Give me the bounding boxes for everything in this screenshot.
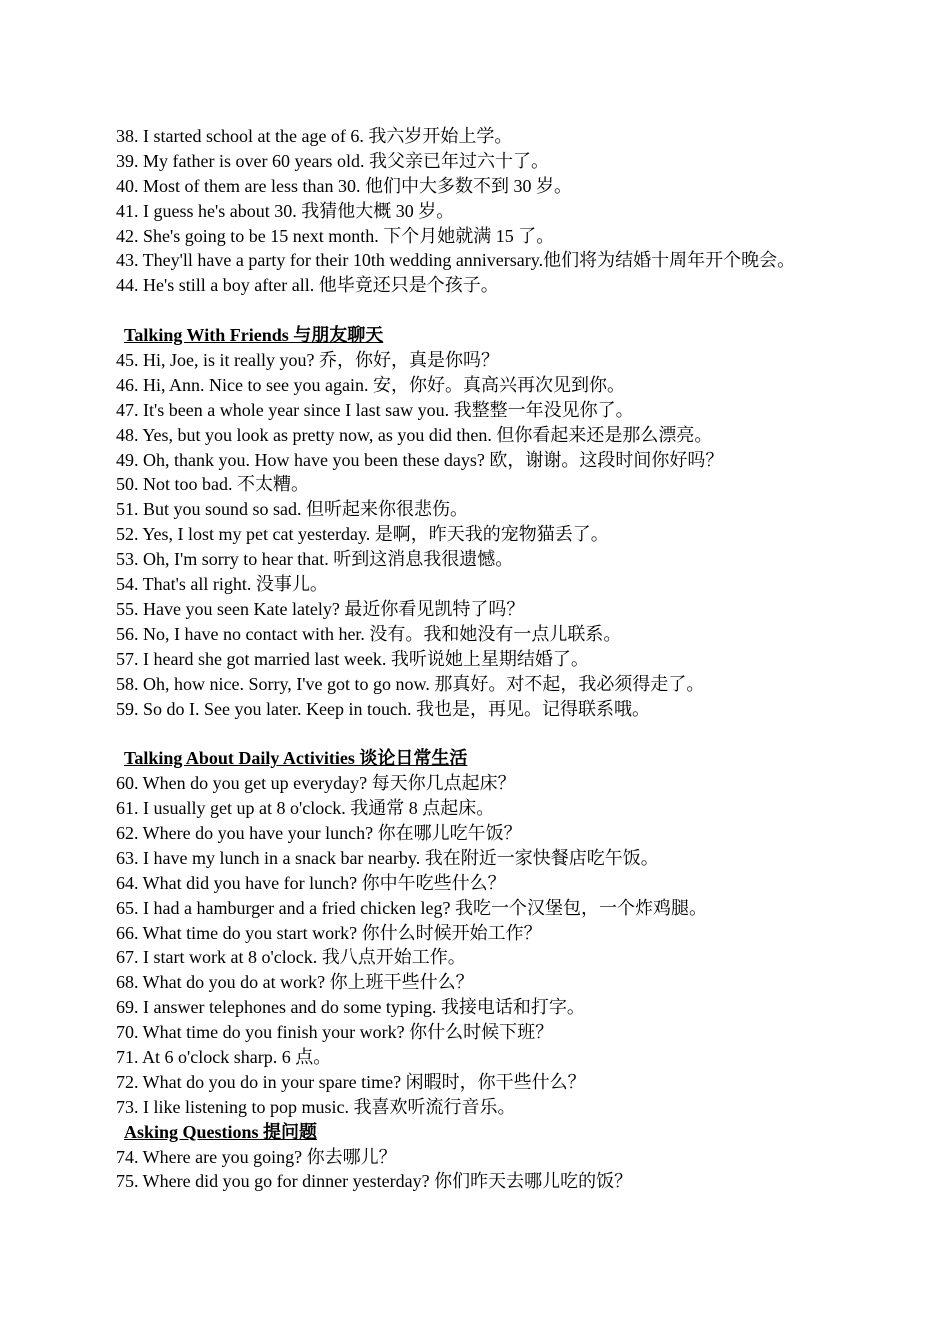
sentence-42: 42. She's going to be 15 next month. 下个月她就满 15 了。	[116, 225, 555, 246]
sentence-58: 58. Oh, how nice. Sorry, I've got to go now. 那真好。对不起，我必须得走了。	[116, 673, 705, 694]
sentence-49: 49. Oh, thank you. How have you been these days? 欧，谢谢。这段时间你好吗？	[116, 449, 724, 470]
sentence-61: 61. I usually get up at 8 o'clock. 我通常 8 点起床。	[116, 798, 495, 819]
sentence-70: 70. What time do you finish your work? 你什么时候下班？	[116, 1022, 554, 1043]
sentence-39: 39. My father is over 60 years old. 我父亲已年过六十了。	[116, 150, 549, 171]
section-heading-daily: Talking About Daily Activities 谈论日常生活	[124, 748, 468, 769]
sentence-63: 63. I have my lunch in a snack bar nearby. 我在附近一家快餐店吃午饭。	[116, 847, 659, 868]
sentence-59: 59. So do I. See you later. Keep in touch. 我也是，再见。记得联系哦。	[116, 698, 650, 719]
sentence-69: 69. I answer telephones and do some typing. 我接电话和打字。	[116, 997, 585, 1018]
sentence-74: 74. Where are you going? 你去哪儿？	[116, 1146, 397, 1167]
sentence-45: 45. Hi, Joe, is it really you? 乔，你好，真是你吗？	[116, 350, 499, 371]
sentence-71: 71. At 6 o'clock sharp. 6 点。	[116, 1046, 332, 1067]
sentence-55: 55. Have you seen Kate lately? 最近你看见凯特了吗？	[116, 598, 525, 619]
sentence-65: 65. I had a hamburger and a fried chicken leg? 我吃一个汉堡包，一个炸鸡腿。	[116, 897, 708, 918]
sentence-51: 51. But you sound so sad. 但听起来你很悲伤。	[116, 499, 469, 520]
sentence-40: 40. Most of them are less than 30. 他们中大多数不到 30 岁。	[116, 175, 572, 196]
section-heading-questions: Asking Questions 提问题	[124, 1121, 318, 1142]
sentence-53: 53. Oh, I'm sorry to hear that. 听到这消息我很遗憾。	[116, 549, 514, 570]
sentence-75: 75. Where did you go for dinner yesterday? 你们昨天去哪儿吃的饭？	[116, 1171, 633, 1192]
sentence-62: 62. Where do you have your lunch? 你在哪儿吃午饭？	[116, 822, 522, 843]
sentence-38: 38. I started school at the age of 6. 我六岁开始上学。	[116, 126, 513, 146]
sentence-68: 68. What do you do at work? 你上班干些什么？	[116, 972, 474, 993]
sentence-44: 44. He's still a boy after all. 他毕竟还只是个孩子。	[116, 275, 499, 296]
blank-line	[116, 721, 816, 746]
sentence-60: 60. When do you get up everyday? 每天你几点起床？	[116, 773, 516, 794]
sentence-47: 47. It's been a whole year since I last saw you. 我整整一年没见你了。	[116, 399, 634, 420]
sentence-72: 72. What do you do in your spare time? 闲暇时，你干些什么？	[116, 1071, 586, 1092]
sentence-52: 52. Yes, I lost my pet cat yesterday. 是啊，昨天我的宠物猫丢了。	[116, 524, 609, 545]
sentence-73: 73. I like listening to pop music. 我喜欢听流行音乐。	[116, 1096, 516, 1117]
blank-line	[116, 298, 816, 323]
sentence-41: 41. I guess he's about 30. 我猜他大概 30 岁。	[116, 200, 455, 221]
sentence-54: 54. That's all right. 没事儿。	[116, 574, 328, 595]
sentence-50: 50. Not too bad. 不太糟。	[116, 474, 309, 495]
sentence-56: 56. No, I have no contact with her. 没有。我和她没有一点儿联系。	[116, 623, 622, 644]
section-heading-friends: Talking With Friends 与朋友聊天	[124, 325, 384, 346]
document-body	[116, 124, 816, 1194]
sentence-46: 46. Hi, Ann. Nice to see you again. 安，你好。真高兴再次见到你。	[116, 374, 625, 395]
sentence-67: 67. I start work at 8 o'clock. 我八点开始工作。	[116, 947, 466, 968]
sentence-64: 64. What did you have for lunch? 你中午吃些什么？	[116, 872, 506, 893]
sentence-57: 57. I heard she got married last week. 我听说她上星期结婚了。	[116, 648, 589, 669]
sentence-48: 48. Yes, but you look as pretty now, as you did then. 但你看起来还是那么漂亮。	[116, 424, 713, 445]
sentence-43: 43. They'll have a party for their 10th wedding anniversary.他们将为结婚十周年开个晚会。	[116, 250, 796, 271]
sentence-66: 66. What time do you start work? 你什么时候开始工作？	[116, 922, 542, 943]
